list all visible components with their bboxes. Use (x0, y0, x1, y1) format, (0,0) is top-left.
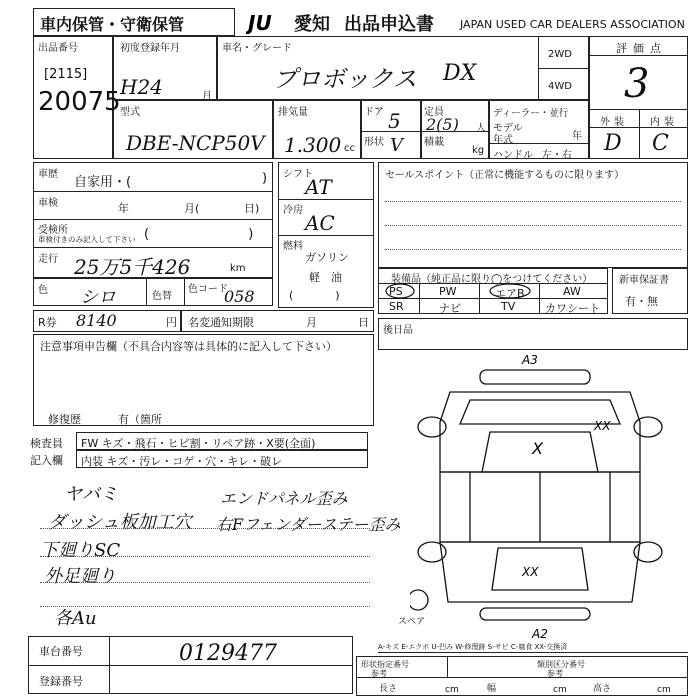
registration-year: H24 (120, 75, 163, 99)
damage-diagram (410, 352, 670, 642)
new-car-box (612, 268, 688, 314)
model-grade: DX (443, 61, 477, 86)
registration-box (113, 36, 217, 100)
displacement-box (273, 100, 361, 159)
doors-box (361, 100, 421, 159)
color-label: 色 (38, 285, 48, 296)
drive-4wd-label: 4WD (548, 81, 572, 92)
diagram-cabin-mark: X (532, 439, 543, 458)
type-value: DBE-NCP50V (126, 131, 265, 155)
model-name: プロボックス (273, 65, 417, 93)
logo (246, 10, 296, 34)
class-label: 類別区分番号 (537, 660, 585, 669)
dealer-label: ディーラー・並行 (493, 108, 569, 119)
note-line-3: 下廻りSC (40, 540, 121, 561)
fuel-value: ガソリン (305, 251, 349, 264)
fw-line: FW キズ・飛石・ヒビ割・リペア跡・X要(全面) (81, 437, 316, 450)
sales-point-label: セールスポイント（正常に機能するものに限ります） (385, 170, 625, 181)
equip-item-leather: カワシート (545, 302, 600, 315)
note-line-5: エンドパネル歪み (220, 489, 348, 508)
repair-value: 有（箇所 (118, 413, 162, 426)
exterior-label: 外装 (600, 117, 628, 128)
lot-bracket-code: [2115] (44, 67, 88, 82)
mileage-unit: km (230, 263, 246, 274)
car-outline-icon (410, 352, 670, 642)
recycle-value: 8140 (76, 311, 117, 330)
org-name: 愛知 (294, 14, 330, 35)
drive-2wd-label: 2WD (548, 49, 572, 60)
inspection-day: 日) (244, 202, 260, 215)
receipt-parens: ( ) (144, 227, 254, 242)
receipt-note: 車検付きのみ記入して下さい (38, 235, 136, 244)
exterior-value: D (604, 131, 622, 156)
note-line-4: 外足廻り (44, 566, 116, 587)
shape-value: V (390, 135, 403, 156)
model-box (217, 36, 589, 100)
notes-label: 注意事項申告欄（不具合内容等は具体的に記入して下さい） (40, 340, 337, 353)
diagram-legend: A-キズ E-エクボ U-凹み W-修理跡 S-サビ C-腐食 XX-交換済 (378, 643, 568, 651)
width-unit: cm (553, 685, 567, 695)
color-box (33, 278, 273, 306)
history-value: 自家用・( (74, 175, 132, 190)
entry-label: 記入欄 (30, 454, 63, 467)
mileage-value: 25万5千426 (74, 255, 191, 279)
cc-unit: cc (344, 143, 355, 154)
interior-line: 内装 キズ・汚レ・コゲ・穴・キレ・破レ (81, 455, 283, 468)
diagram-bottom-label: A2 (532, 627, 548, 641)
height-label: 高さ (593, 684, 612, 694)
equip-item-navi: ナビ (439, 302, 461, 315)
diagram-rear-mark: XX (522, 565, 539, 579)
renewal-month: 月 (306, 316, 317, 329)
color-code-label: 色コード (188, 284, 228, 295)
shift-label: シフト (283, 169, 313, 180)
registration-month-unit: 月 (202, 91, 212, 102)
score-box (589, 36, 688, 159)
equipment-box (378, 268, 608, 314)
renewal-label: 名変通知期限 (188, 316, 254, 329)
association-name: JAPAN USED CAR DEALERS ASSOCIATION (460, 18, 685, 31)
height-unit: cm (657, 685, 671, 695)
year-unit: 年 (572, 131, 582, 142)
note-line-2: ダッシュ板加工穴 (48, 512, 192, 533)
fuel-diesel: 軽 油 (309, 271, 342, 284)
chassis-box (28, 636, 353, 694)
equip-item-airbag: エアB (495, 287, 525, 300)
new-car-options: 有・無 (625, 295, 658, 308)
type-label: 型式 (120, 107, 140, 118)
width-label: 幅 (487, 684, 497, 694)
capacity-unit: 人 (476, 123, 486, 134)
note-line-7: 各Au (54, 608, 97, 629)
score-value: 3 (624, 61, 650, 107)
inspection-month: 月( (184, 202, 200, 215)
interior-value: C (652, 131, 669, 156)
drivetrain-box (278, 162, 374, 308)
doors-value: 5 (388, 109, 401, 133)
logo-text: JU (248, 11, 272, 34)
equip-item-ps: PS (389, 285, 403, 298)
note-line-6: 右Fフェンダーステー歪み (216, 515, 401, 534)
fuel-parens: ( ) (289, 289, 340, 302)
color-code-value: 058 (224, 287, 255, 306)
equipment-label: 装備品（純正品に限り◯をつけてください） (391, 274, 593, 285)
load-unit: kg (472, 145, 485, 156)
after-items-label: 後日品 (383, 325, 413, 336)
history-close-paren: ) (262, 171, 268, 186)
length-unit: cm (445, 685, 459, 695)
fw-line-box (76, 432, 368, 450)
equip-item-tv: TV (501, 300, 516, 313)
inspector-box (28, 432, 368, 472)
ju-logo-icon (246, 10, 296, 34)
equip-item-sr: SR (389, 300, 404, 313)
renewal-box (181, 310, 374, 332)
recycle-unit: 円 (166, 316, 177, 329)
recycle-box (33, 310, 181, 332)
note-line-1: ヤバミ (64, 484, 118, 505)
history-label: 車歴 (38, 169, 58, 180)
dealer-box (489, 100, 589, 159)
class-ref: 参考 (547, 669, 563, 678)
cert-label: 形状指定番号 (361, 660, 409, 669)
history-box (33, 162, 273, 278)
equip-ps-circle-icon (383, 283, 419, 299)
cert-ref: 参考 (371, 669, 387, 678)
lot-box (33, 36, 121, 159)
model-year-label: モデル (493, 123, 523, 134)
type-box (113, 100, 273, 159)
interior-line-box (76, 450, 368, 468)
fuel-label: 燃料 (283, 241, 303, 252)
capacity-label: 定員 (424, 107, 444, 118)
sales-point-box (378, 162, 688, 268)
model-label: 車名・グレード (222, 43, 292, 54)
handle-options: 左・右 (542, 150, 572, 161)
score-label: 評価点 (616, 42, 667, 55)
capacity-value: 2(5) (426, 115, 459, 134)
displacement-value: 1.300 (284, 133, 342, 157)
lot-number: 20075 (38, 87, 121, 117)
renewal-day: 日 (358, 316, 369, 329)
chassis-value: 0129477 (179, 641, 277, 666)
equip-airbag-circle-icon (487, 283, 533, 299)
color-value: シロ (80, 287, 116, 308)
diagram-front-right-mark: XX (594, 419, 611, 433)
load-label: 積載 (424, 137, 444, 148)
shift-value: AT (305, 175, 332, 199)
handle-label: ハンドル (493, 150, 533, 161)
lot-label: 出品番号 (38, 43, 78, 54)
cooler-label: 冷房 (283, 205, 303, 216)
equip-item-pw: PW (439, 285, 457, 298)
after-items-box (378, 318, 688, 350)
storage-label: 車内保管・守衛保管 (40, 15, 185, 34)
chassis-label: 車台番号 (39, 645, 83, 658)
sheet-title: 出品申込書 (344, 14, 434, 35)
registration-label: 初度登録年月 (120, 43, 180, 54)
interior-label: 内装 (650, 117, 678, 128)
storage-box (33, 8, 235, 36)
registration-number-label: 登録番号 (39, 675, 83, 688)
inspection-label: 車検 (38, 198, 58, 209)
cooler-value: AC (305, 211, 335, 235)
displacement-label: 排気量 (278, 107, 308, 118)
diagram-top-label: A3 (522, 353, 538, 367)
doors-label: ドア (364, 107, 384, 118)
model-year-sub: 年式 (493, 135, 513, 146)
notes-box (33, 334, 374, 426)
inspector-label: 検査員 (30, 437, 63, 450)
recycle-label: R券 (38, 316, 57, 329)
inspection-year: 年 (118, 202, 129, 215)
footer-cert-box (356, 656, 688, 696)
spare-label: スペア (398, 617, 426, 627)
length-label: 長さ (379, 684, 398, 694)
color-swap-label: 色替 (152, 291, 172, 302)
new-car-label: 新車保証書 (619, 275, 669, 286)
mileage-label: 走行 (38, 254, 58, 265)
equip-item-aw: AW (563, 285, 581, 298)
receipt-label: 受検所 (38, 225, 68, 236)
repair-label: 修復歴 (48, 413, 81, 426)
shape-label: 形状 (364, 137, 384, 148)
capacity-box (421, 100, 489, 159)
